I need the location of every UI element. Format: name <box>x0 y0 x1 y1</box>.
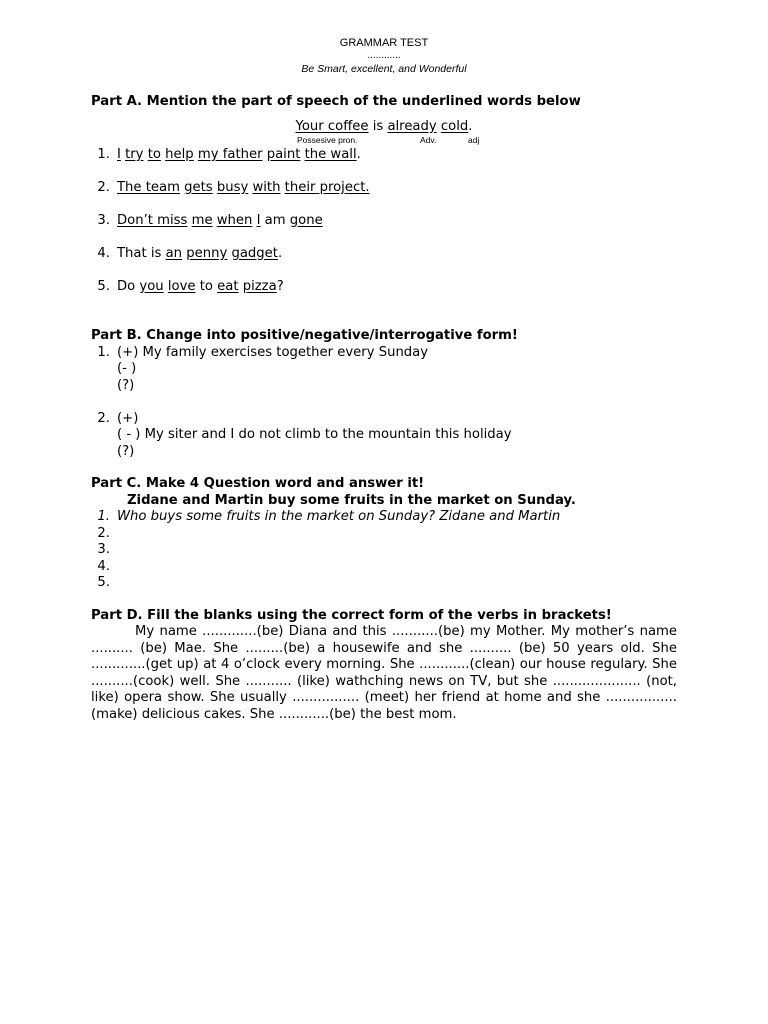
item-text <box>117 559 677 576</box>
word-to: to <box>147 146 161 162</box>
test-title: GRAMMAR TEST <box>339 37 429 49</box>
part-d-paragraph: My name .............(be) Diana and this ...........(be) my Mother. My mother’s name .......... (be) Mae. She .........(be) a housewife and she .......... (be) 50 years old. She .............(get up) at 4 o’clock every morning. She ............(clean) our house regulary. She ..........(cook) well. She ........... (like) wathching news on TV, but she ..................... (not, like) opera show. She usually ................ (meet) her friend at home and she ................. (make) delicious cakes. She ............(be) the best mom. <box>91 624 677 722</box>
word-busy: busy <box>216 179 249 195</box>
part-a-example <box>91 119 677 135</box>
question-mark: ? <box>276 278 284 294</box>
part-c-title: Part C. Make 4 Question word and answer it! <box>91 476 425 491</box>
part-c-item <box>91 559 677 576</box>
item-text <box>117 526 677 543</box>
pos-label-adj: adj <box>468 134 480 145</box>
word-with: with <box>252 179 281 195</box>
pos-label-adv: Adv. <box>420 134 437 145</box>
word-their-project: their project. <box>284 179 370 195</box>
word-gone: gone <box>289 212 323 228</box>
pos-label-possessive: Possesive pron. <box>297 134 358 145</box>
positive-form: (+) My family exercises together every Sunday <box>117 344 429 360</box>
word-gets: gets <box>184 179 213 195</box>
title-dots: ............ <box>367 50 401 61</box>
part-c-item <box>91 542 677 559</box>
worksheet-page <box>91 36 677 723</box>
interrogative-form: (?) <box>117 377 135 393</box>
item-number: 3. <box>97 212 110 228</box>
part-c-sentence: Zidane and Martin buy some fruits in the market on Sunday. <box>127 492 576 508</box>
example-text: is <box>368 118 388 134</box>
word-the-wall: the wall <box>304 146 357 162</box>
word-try: try <box>125 146 144 162</box>
example-word-your-coffee: Your coffee <box>295 118 369 134</box>
word-dont-miss: Don’t miss <box>117 212 188 228</box>
part-a-list <box>91 147 677 296</box>
item-number: 2. <box>97 410 110 426</box>
item-number: 5. <box>97 575 110 590</box>
item-number: 1. <box>97 146 110 162</box>
word-pizza: pizza <box>242 278 277 294</box>
part-c-item <box>91 509 677 526</box>
part-a-item <box>91 279 677 296</box>
item-number: 1. <box>97 344 110 360</box>
example-word-already: already <box>387 118 437 134</box>
item-number: 2. <box>97 179 110 195</box>
interrogative-form: (?) <box>117 443 135 459</box>
negative-form: ( - ) My siter and I do not climb to the mountain this holiday <box>117 427 512 442</box>
word-an: an <box>165 245 183 261</box>
part-a-item <box>91 147 677 164</box>
item-number: 4. <box>97 558 110 574</box>
text-that-is: That is <box>117 245 166 261</box>
word-i: I <box>117 146 121 162</box>
word-my-father: my father <box>197 146 263 162</box>
part-b-title: Part B. Change into positive/negative/interrogative form! <box>91 328 518 343</box>
text-to: to <box>195 278 218 294</box>
text-am: am <box>260 212 290 228</box>
word-eat: eat <box>217 278 239 294</box>
word-me: me <box>191 212 213 228</box>
text-do: Do <box>117 278 140 294</box>
part-a-item <box>91 213 677 230</box>
item-text: Who buys some fruits in the market on Sunday? Zidane and Martin <box>117 509 561 524</box>
word-gadget: gadget <box>231 245 278 261</box>
item-text <box>117 542 677 559</box>
example-pos-labels <box>91 135 677 147</box>
item-number: 1. <box>97 509 110 524</box>
part-a-item <box>91 180 677 197</box>
word-the-team: The team <box>117 179 180 195</box>
word-help: help <box>165 146 194 162</box>
part-b-question-2 <box>91 411 677 428</box>
negative-form: (- ) <box>117 361 137 376</box>
word-penny: penny <box>186 245 228 261</box>
part-d-title: Part D. Fill the blanks using the correct form of the verbs in brackets! <box>91 607 612 623</box>
part-c-item <box>91 575 677 592</box>
word-paint: paint <box>266 146 301 162</box>
period: . <box>356 146 361 162</box>
item-number: 2. <box>97 525 110 541</box>
word-love: love <box>167 278 196 294</box>
part-a-item <box>91 246 677 263</box>
part-a-title: Part A. Mention the part of speech of the underlined words below <box>91 94 581 109</box>
item-number: 4. <box>97 245 110 261</box>
test-motto: Be Smart, excellent, and Wonderful <box>301 63 467 75</box>
example-period: . <box>468 118 473 134</box>
item-text <box>117 575 677 592</box>
period: . <box>277 245 283 261</box>
positive-form: (+) <box>117 410 139 426</box>
part-c-item <box>91 526 677 543</box>
word-you: you <box>139 278 164 294</box>
item-number: 5. <box>97 278 110 294</box>
part-b-question-1 <box>91 345 677 362</box>
word-i: I <box>256 212 261 228</box>
item-number: 3. <box>97 542 110 557</box>
example-word-cold: cold <box>440 118 469 134</box>
word-when: when <box>216 212 253 228</box>
